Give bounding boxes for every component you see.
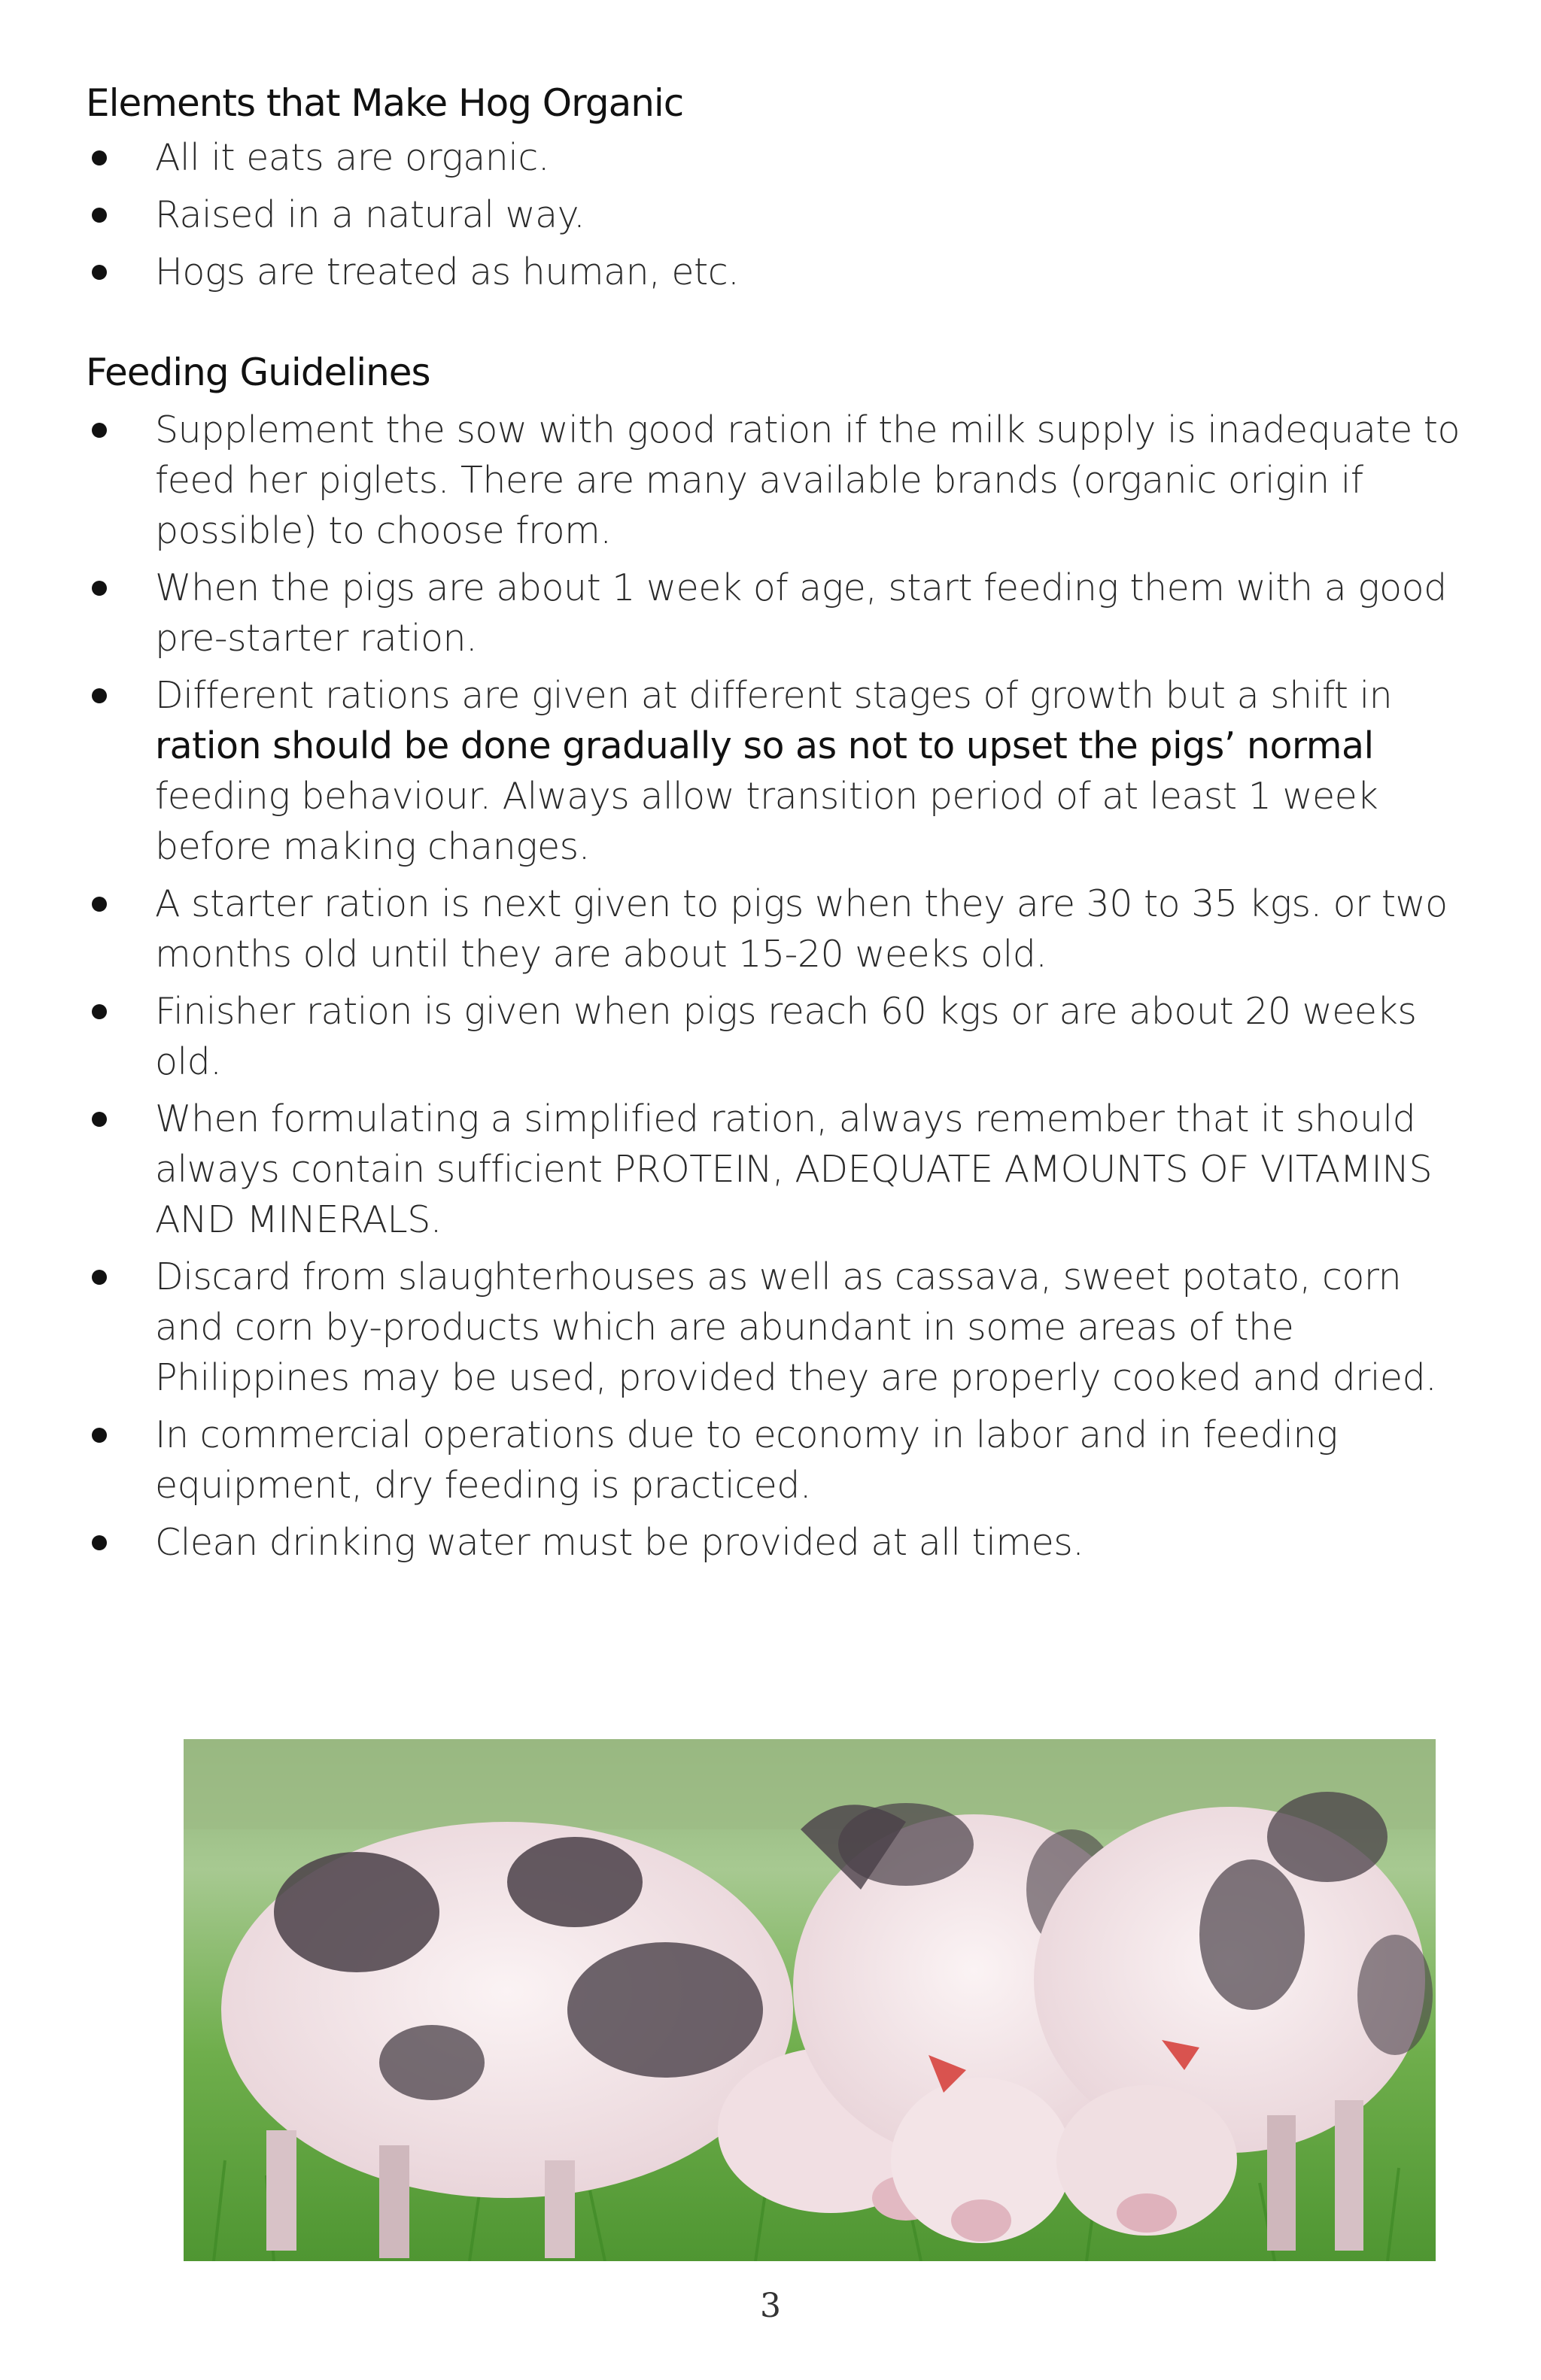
feeding-guidelines-list (86, 405, 1463, 1568)
bullet-icon (92, 208, 107, 223)
bullet-icon (92, 581, 107, 596)
list-item: When formulating a simplified ration, always remember that it should always contain sufficient PROTEIN, ADEQUATE AMOUNTS OF VITAMINS AND MINERALS. (86, 1094, 1463, 1245)
bullet-icon (92, 897, 107, 912)
bullet-icon (92, 150, 107, 165)
bullet-icon (92, 1270, 107, 1285)
list-item: A starter ration is next given to pigs when they are 30 to 35 kgs. or two months old until they are about 15-20 weeks old. (86, 879, 1463, 979)
list-item: Hogs are treated as human, etc. (86, 247, 1463, 297)
list-item: Finisher ration is given when pigs reach 60 kgs or are about 20 weeks old. (86, 986, 1463, 1087)
list-item: In commercial operations due to economy in labor and in feeding equipment, dry feeding is practiced. (86, 1410, 1463, 1510)
pigs-illustration (184, 1739, 1436, 2261)
heading-organic-elements: Elements that Make Hog Organic (86, 81, 684, 125)
organic-elements-list (86, 132, 1463, 297)
heading-feeding-guidelines: Feeding Guidelines (86, 351, 430, 394)
bullet-icon (92, 1112, 107, 1127)
list-item: All it eats are organic. (86, 132, 1463, 183)
pigs-photo (184, 1739, 1436, 2261)
list-item: Discard from slaughterhouses as well as cassava, sweet potato, corn and corn by-products which are abundant in some areas of the Philippines may be used, provided they are properly cooked and dried. (86, 1252, 1463, 1403)
list-item: Clean drinking water must be provided at all times. (86, 1517, 1463, 1568)
bullet-icon (92, 1428, 107, 1443)
list-item: When the pigs are about 1 week of age, start feeding them with a good pre-starter ration. (86, 563, 1463, 663)
page-number: 3 (760, 2287, 781, 2325)
bullet-icon (92, 688, 107, 703)
bullet-icon (92, 1004, 107, 1019)
bullet-icon (92, 423, 107, 438)
bullet-icon (92, 265, 107, 280)
list-item: Different rations are given at different stages of growth but a shift in ration should be done gradually so as not to upset the pigs’ normal feeding behaviour. Always allow transition period of at least 1 week before making changes. (86, 670, 1463, 872)
list-item: Raised in a natural way. (86, 190, 1463, 240)
list-item: Supplement the sow with good ration if the milk supply is inadequate to feed her piglets. There are many available brands (organic origin if possible) to choose from. (86, 405, 1463, 556)
bullet-icon (92, 1535, 107, 1550)
